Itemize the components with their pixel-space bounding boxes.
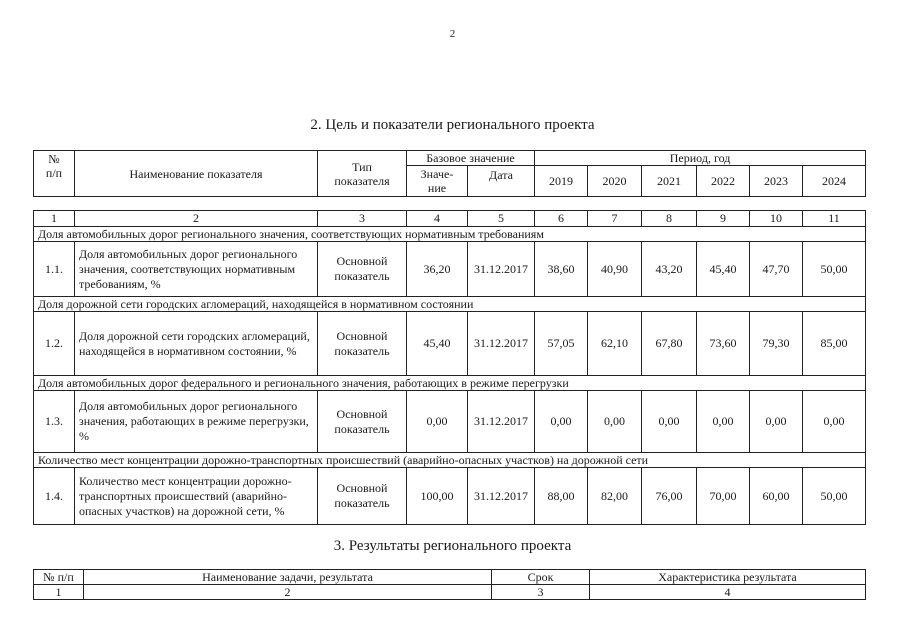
year-value: 0,00: [642, 391, 697, 453]
year-value: 47,70: [750, 242, 803, 297]
header-name: Наименование показателя: [75, 151, 318, 197]
column-number: 9: [697, 211, 750, 227]
year-value: 76,00: [642, 468, 697, 525]
year-value: 0,00: [803, 391, 866, 453]
header-year: 2019: [535, 166, 588, 197]
section-3-title: 3. Результаты регионального проекта: [333, 538, 572, 554]
table-row: [34, 242, 866, 297]
group-title: Доля автомобильных дорог федерального и регионального значения, работающих в режиме перегрузки: [34, 376, 866, 391]
column-number: 2: [84, 585, 492, 600]
base-value: 100,00: [407, 468, 468, 525]
year-value: 45,40: [697, 242, 750, 297]
year-value: 0,00: [588, 391, 642, 453]
indicator-name: Доля автомобильных дорог регионального значения, работающих в режиме перегрузки, %: [75, 391, 318, 453]
column-number: 8: [642, 211, 697, 227]
indicators-header-table: [33, 150, 866, 197]
table-row: [34, 391, 866, 453]
header-base: Базовое значение: [407, 151, 535, 166]
year-value: 43,20: [642, 242, 697, 297]
base-date: 31.12.2017: [468, 242, 535, 297]
year-value: 0,00: [697, 391, 750, 453]
base-date: 31.12.2017: [468, 468, 535, 525]
header-year: 2022: [697, 166, 750, 197]
header-value: Значе- ние: [407, 166, 468, 197]
results-table: [33, 569, 866, 600]
indicator-type: Основной показатель: [318, 391, 407, 453]
header-year: 2024: [803, 166, 866, 197]
base-value: 36,20: [407, 242, 468, 297]
year-value: 38,60: [535, 242, 588, 297]
group-row: [34, 376, 866, 391]
indicators-table: [33, 210, 866, 525]
base-value: 0,00: [407, 391, 468, 453]
year-value: 0,00: [535, 391, 588, 453]
column-number: 4: [407, 211, 468, 227]
year-value: 88,00: [535, 468, 588, 525]
column-number: 5: [468, 211, 535, 227]
group-row: [34, 453, 866, 468]
results-number-row: [34, 585, 866, 600]
results-header: Наименование задачи, результата: [84, 570, 492, 585]
year-value: 62,10: [588, 312, 642, 376]
results-header: Срок: [492, 570, 590, 585]
header-num: № п/п: [34, 151, 75, 197]
year-value: 73,60: [697, 312, 750, 376]
column-number: 3: [318, 211, 407, 227]
table-row: [34, 312, 866, 376]
results-header-row: [34, 570, 866, 585]
group-title: Доля дорожной сети городских агломераций, находящейся в нормативном состоянии: [34, 297, 866, 312]
group-title: Доля автомобильных дорог регионального значения, соответствующих нормативным требованиям: [34, 227, 866, 242]
year-value: 50,00: [803, 242, 866, 297]
header-year: 2023: [750, 166, 803, 197]
header-year: 2021: [642, 166, 697, 197]
column-number: 2: [75, 211, 318, 227]
year-value: 85,00: [803, 312, 866, 376]
row-number: 1.2.: [34, 312, 75, 376]
section-2-title: 2. Цель и показатели регионального проекта: [310, 117, 595, 133]
header-type: Тип показателя: [318, 151, 407, 197]
header-period: Период, год: [535, 151, 866, 166]
year-value: 82,00: [588, 468, 642, 525]
year-value: 70,00: [697, 468, 750, 525]
column-number: 11: [803, 211, 866, 227]
year-value: 60,00: [750, 468, 803, 525]
indicator-type: Основной показатель: [318, 242, 407, 297]
column-number: 1: [34, 585, 84, 600]
indicator-name: Количество мест концентрации дорожно-транспортных происшествий (аварийно-опасных участков) на дорожной сети, %: [75, 468, 318, 525]
base-value: 45,40: [407, 312, 468, 376]
results-header: № п/п: [34, 570, 84, 585]
group-title: Количество мест концентрации дорожно-транспортных происшествий (аварийно-опасных участков) на дорожной сети: [34, 453, 866, 468]
column-number-row: [34, 211, 866, 227]
indicator-type: Основной показатель: [318, 468, 407, 525]
row-number: 1.1.: [34, 242, 75, 297]
year-value: 40,90: [588, 242, 642, 297]
row-number: 1.3.: [34, 391, 75, 453]
row-number: 1.4.: [34, 468, 75, 525]
year-value: 0,00: [750, 391, 803, 453]
page-number: 2: [449, 28, 456, 40]
results-header: Характеристика результата: [590, 570, 866, 585]
year-value: 79,30: [750, 312, 803, 376]
column-number: 1: [34, 211, 75, 227]
group-row: [34, 227, 866, 242]
column-number: 7: [588, 211, 642, 227]
column-number: 10: [750, 211, 803, 227]
header-year: 2020: [588, 166, 642, 197]
year-value: 50,00: [803, 468, 866, 525]
indicator-name: Доля автомобильных дорог регионального значения, соответствующих нормативным требованиям, %: [75, 242, 318, 297]
base-date: 31.12.2017: [468, 312, 535, 376]
header-date: Дата: [468, 166, 535, 197]
column-number: 4: [590, 585, 866, 600]
indicator-type: Основной показатель: [318, 312, 407, 376]
year-value: 67,80: [642, 312, 697, 376]
column-number: 3: [492, 585, 590, 600]
column-number: 6: [535, 211, 588, 227]
table-row: [34, 468, 866, 525]
base-date: 31.12.2017: [468, 391, 535, 453]
group-row: [34, 297, 866, 312]
indicator-name: Доля дорожной сети городских агломераций, находящейся в нормативном состоянии, %: [75, 312, 318, 376]
year-value: 57,05: [535, 312, 588, 376]
